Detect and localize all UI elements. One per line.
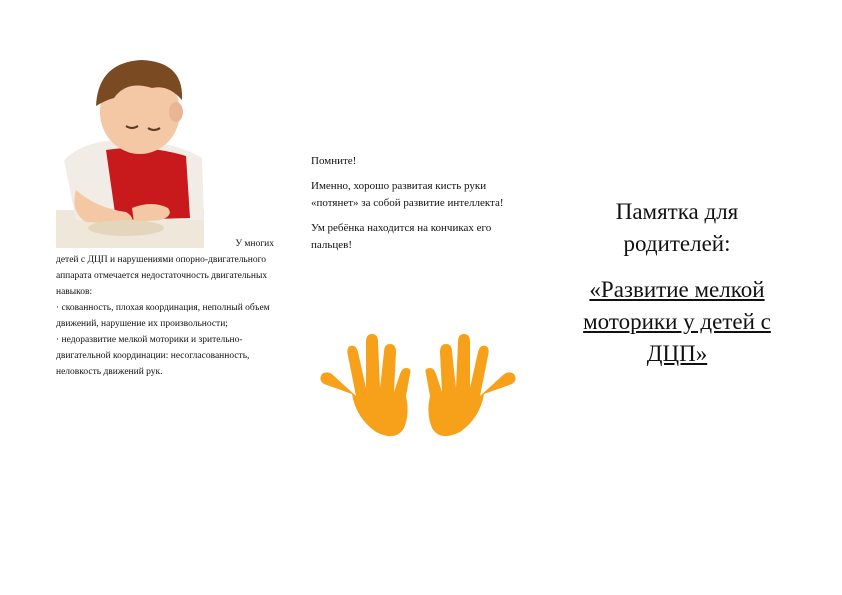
bullet-2: · недоразвитие мелкой моторики и зрительно-двигательной координации: несогласованность, неловкость движений рук.: [56, 335, 250, 377]
orange-handprints-icon: [310, 334, 526, 446]
right-column: [562, 196, 792, 370]
right-hand-icon: [426, 334, 516, 436]
middle-column: [311, 153, 531, 262]
child-photo: [56, 40, 204, 248]
memo-title: Памятка для родителей:: [615, 199, 739, 256]
intro-text: детей с ДЦП и нарушениями опорно-двигательного аппарата отмечается недостаточность двигательных навыков:: [56, 255, 268, 297]
middle-paragraph-1: Именно, хорошо развитая кисть руки «потянет» за собой развитие интеллекта!: [311, 180, 504, 209]
remember-heading: Помните!: [311, 155, 357, 167]
left-hand-icon: [320, 334, 410, 436]
intro-first-words: У многих: [235, 239, 274, 249]
memo-theme: «Развитие мелкой моторики у детей с ДЦП»: [583, 277, 771, 366]
left-text-block: [56, 252, 274, 380]
middle-paragraph-2: Ум ребёнка находится на кончиках его пальцев!: [311, 222, 492, 251]
bullet-1: · скованность, плохая координация, неполный объем движений, нарушение их произвольности;: [56, 303, 270, 329]
